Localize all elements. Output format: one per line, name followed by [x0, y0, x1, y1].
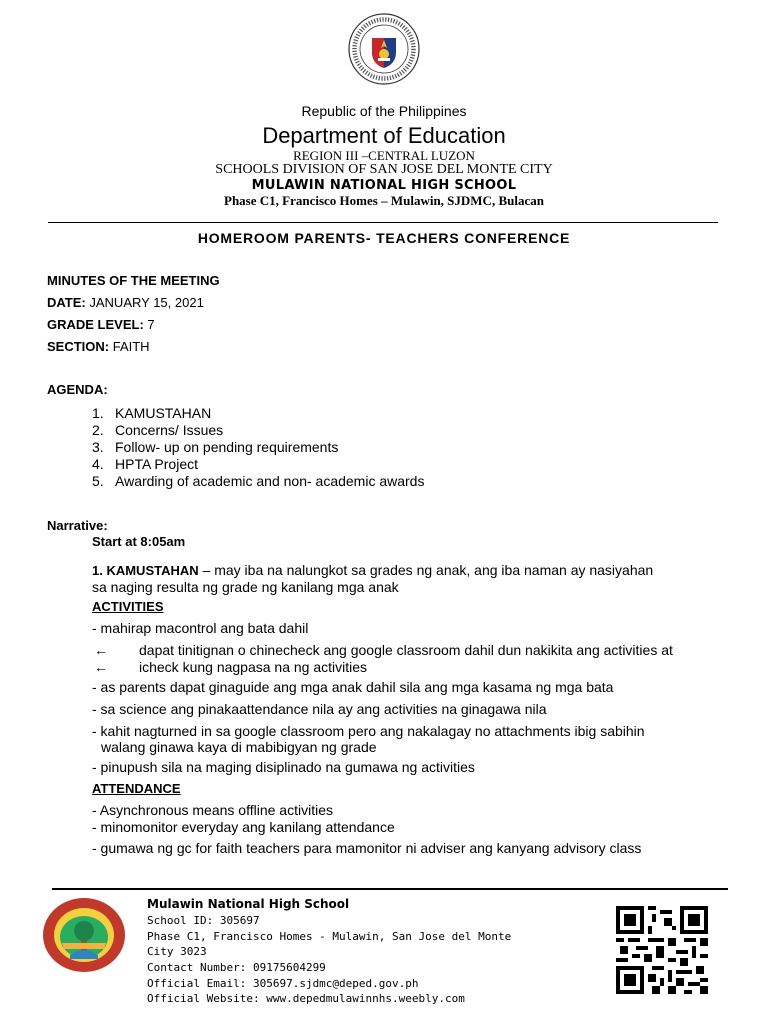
grade-row	[47, 317, 155, 332]
section-value: FAITH	[109, 339, 150, 354]
section-label: SECTION:	[47, 339, 110, 354]
activity-item: walang ginawa kaya di mabibigyan ng grade	[101, 739, 377, 755]
activities-heading: ACTIVITIES	[92, 599, 164, 614]
kamustahan-line2: sa naging resulta ng grade ng kanilang mga anak	[92, 579, 399, 595]
agenda-item: 4. HPTA Project	[92, 456, 198, 472]
agenda-list	[92, 405, 424, 490]
date-label: DATE:	[47, 295, 86, 310]
footer-email: Official Email: 305697.sjdmc@deped.gov.ph	[147, 977, 419, 990]
qr-code	[616, 906, 708, 994]
school-logo	[42, 897, 126, 973]
region-line: REGION III –CENTRAL LUZON	[293, 148, 475, 163]
activity-item: - sa science ang pinakaattendance nila ay ang activities na ginagawa nila	[92, 701, 547, 717]
school-name: MULAWIN NATIONAL HIGH SCHOOL	[251, 178, 517, 193]
division-line: SCHOOLS DIVISION OF SAN JOSE DEL MONTE CITY	[215, 162, 553, 177]
attendance-item: - Asynchronous means offline activities	[92, 802, 333, 818]
activity-item: dapat tinitignan o chinecheck ang google classroom dahil dun nakikita ang activities at	[139, 642, 673, 658]
minutes-heading: MINUTES OF THE MEETING	[47, 273, 220, 288]
activity-item: icheck kung nagpasa na ng activities	[139, 659, 368, 675]
agenda-item: 2. Concerns/ Issues	[92, 422, 224, 438]
attendance-heading: ATTENDANCE	[92, 781, 181, 796]
footer-address-1: Phase C1, Francisco Homes - Mulawin, San Jose del Monte	[147, 930, 512, 943]
footer-website: Official Website: www.depedmulawinnhs.weebly.com	[147, 992, 465, 1005]
activity-item: - kahit nagturned in sa google classroom pero ang nakalagay no attachments ibig sabihin	[92, 723, 645, 739]
activity-item: - as parents dapat ginaguide ang mga anak dahil sila ang mga kasama ng mga bata	[92, 679, 614, 695]
date-row	[47, 295, 204, 310]
header-divider	[48, 222, 718, 223]
footer-address-2: City 3023	[147, 945, 207, 958]
attendance-item: - gumawa ng gc for faith teachers para mamonitor ni adviser ang kanyang advisory class	[92, 840, 642, 856]
arrow-icon: ←	[94, 659, 108, 675]
kamustahan-label: 1. KAMUSTAHAN	[92, 563, 199, 578]
kamustahan-paragraph: 1. KAMUSTAHAN – may iba na nalungkot sa grades ng anak, ang iba naman ay nasiyahan	[92, 562, 654, 578]
footer-contact: Contact Number: 09175604299	[147, 961, 326, 974]
agenda-heading: AGENDA:	[47, 382, 108, 397]
activity-item: - pinupush sila na maging disiplinado na gumawa ng activities	[92, 759, 475, 775]
agenda-item: 3. Follow- up on pending requirements	[92, 439, 339, 455]
school-address: Phase C1, Francisco Homes – Mulawin, SJDMC, Bulacan	[224, 193, 544, 208]
activity-item: - mahirap macontrol ang bata dahil	[92, 620, 309, 636]
deped-seal	[347, 12, 421, 86]
footer-divider	[52, 888, 728, 890]
grade-label: GRADE LEVEL:	[47, 317, 144, 332]
footer-school-id: School ID: 305697	[147, 914, 260, 927]
section-row	[47, 339, 150, 354]
start-time: Start at 8:05am	[92, 534, 186, 549]
attendance-item: - minomonitor everyday ang kanilang attendance	[92, 819, 395, 835]
arrow-icon: ←	[94, 642, 108, 658]
department-title: Department of Education	[262, 123, 506, 148]
agenda-item: 1. KAMUSTAHAN	[92, 405, 212, 421]
document-title: HOMEROOM PARENTS- TEACHERS CONFERENCE	[197, 230, 571, 246]
agenda-item: 5. Awarding of academic and non- academic awards	[92, 473, 425, 489]
narrative-heading: Narrative:	[47, 518, 108, 533]
date-value: JANUARY 15, 2021	[85, 295, 204, 310]
grade-value: 7	[143, 317, 155, 332]
republic-line: Republic of the Philippines	[301, 103, 467, 119]
footer-school-name: Mulawin National High School	[147, 897, 350, 911]
